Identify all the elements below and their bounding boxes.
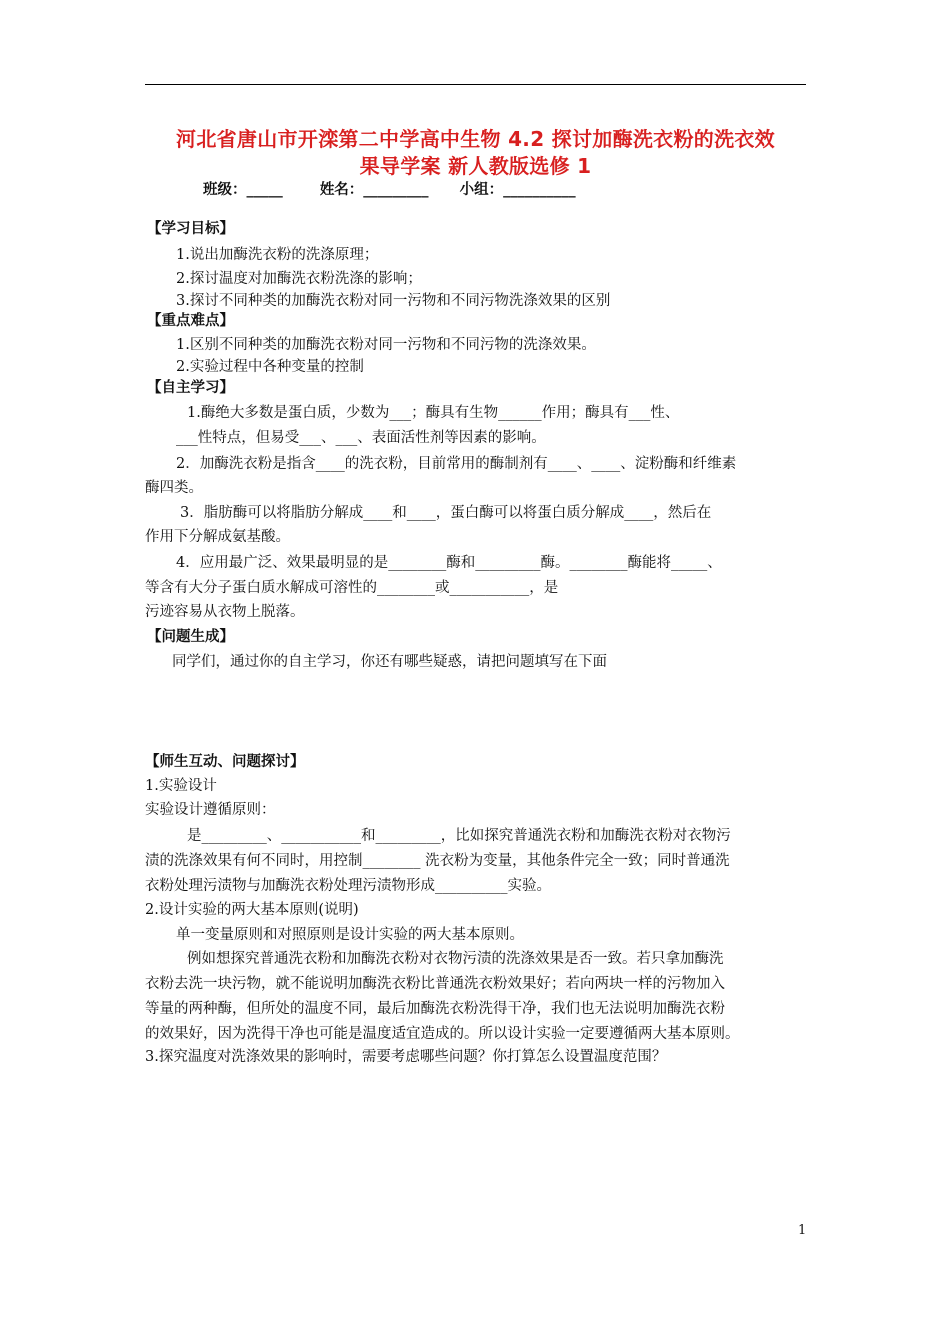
discussion-line: 衣粉处理污渍物与加酶洗衣粉处理污渍物形成__________实验。 [145,878,551,894]
document-title-line2: 果导学案 新人教版选修 1 [359,154,592,178]
discussion-line: 渍的洗涤效果有何不同时，用控制________ 洗衣粉为变量，其他条件完全一致；同时普通洗 [145,853,730,869]
self-study-line: 等含有大分子蛋白质水解成可溶性的________或___________，是 [145,580,559,596]
class-field: 班级：_____ [203,182,283,198]
objective-item: 2.探讨温度对加酶洗衣粉洗涤的影响； [176,271,422,287]
header-rule [145,84,806,85]
self-study-line: 污迹容易从衣物上脱落。 [145,604,305,620]
self-study-line: 作用下分解成氨基酸。 [145,529,290,545]
group-field: 小组：__________ [459,182,576,198]
discussion-line: 例如想探究普通洗衣粉和加酶洗衣粉对衣物污渍的洗涤效果是否一致。若只拿加酶洗 [187,951,724,967]
discussion-line: 1.实验设计 [145,778,217,794]
questions-heading: 【问题生成】 [147,629,234,645]
discussion-line: 的效果好，因为洗得干净也可能是温度适宜造成的。所以设计实验一定要遵循两大基本原则。 [145,1026,740,1042]
document-title-line1: 河北省唐山市开滦第二中学高中生物 4.2 探讨加酶洗衣粉的洗衣效 [176,127,775,151]
key-point-item: 1.区别不同种类的加酶洗衣粉对同一污物和不同污物的洗涤效果。 [176,337,596,353]
self-study-line: 2．加酶洗衣粉是指含____的洗衣粉，目前常用的酶制剂有____、____、淀粉酶和纤维素 [176,456,737,472]
discussion-line: 等量的两种酶，但所处的温度不同，最后加酶洗衣粉洗得干净，我们也无法说明加酶洗衣粉 [145,1001,725,1017]
key-point-item: 2.实验过程中各种变量的控制 [176,359,364,375]
self-study-line: 4．应用最广泛、效果最明显的是________酶和_________酶。________酶能将_____、 [176,555,722,571]
questions-prompt: 同学们，通过你的自主学习，你还有哪些疑惑，请把问题填写在下面 [172,654,607,670]
objective-item: 3.探讨不同种类的加酶洗衣粉对同一污物和不同污物洗涤效果的区别 [176,293,611,309]
student-info [203,178,576,199]
discussion-line: 单一变量原则和对照原则是设计实验的两大基本原则。 [176,927,524,943]
self-study-heading: 【自主学习】 [147,380,234,396]
self-study-line: 1.酶绝大多数是蛋白质，少数为___；酶具有生物______作用；酶具有___性、 [187,405,680,421]
objective-item: 1.说出加酶洗衣粉的洗涤原理； [176,247,379,263]
objectives-heading: 【学习目标】 [147,221,234,237]
page-number: 1 [798,1223,807,1238]
self-study-line: ___性特点，但易受___、___、表面活性剂等因素的影响。 [176,430,546,446]
discussion-line: 2.设计实验的两大基本原则(说明) [145,902,359,918]
key-points-heading: 【重点难点】 [147,313,234,329]
discussion-line: 实验设计遵循原则： [145,802,276,818]
discussion-line: 是_________、___________和_________，比如探究普通洗衣粉和加酶洗衣粉对衣物污 [187,828,731,844]
discussion-line: 3.探究温度对洗涤效果的影响时，需要考虑哪些问题？你打算怎么设置温度范围？ [145,1049,667,1065]
name-field: 姓名：_________ [319,182,429,198]
self-study-line: 3．脂肪酶可以将脂肪分解成____和____，蛋白酶可以将蛋白质分解成____，然后在 [180,505,712,521]
self-study-line: 酶四类。 [145,480,203,496]
discussion-line: 衣粉去洗一块污物，就不能说明加酶洗衣粉比普通洗衣粉效果好；若向两块一样的污物加入 [145,976,725,992]
discussion-heading: 【师生互动、问题探讨】 [145,754,305,770]
